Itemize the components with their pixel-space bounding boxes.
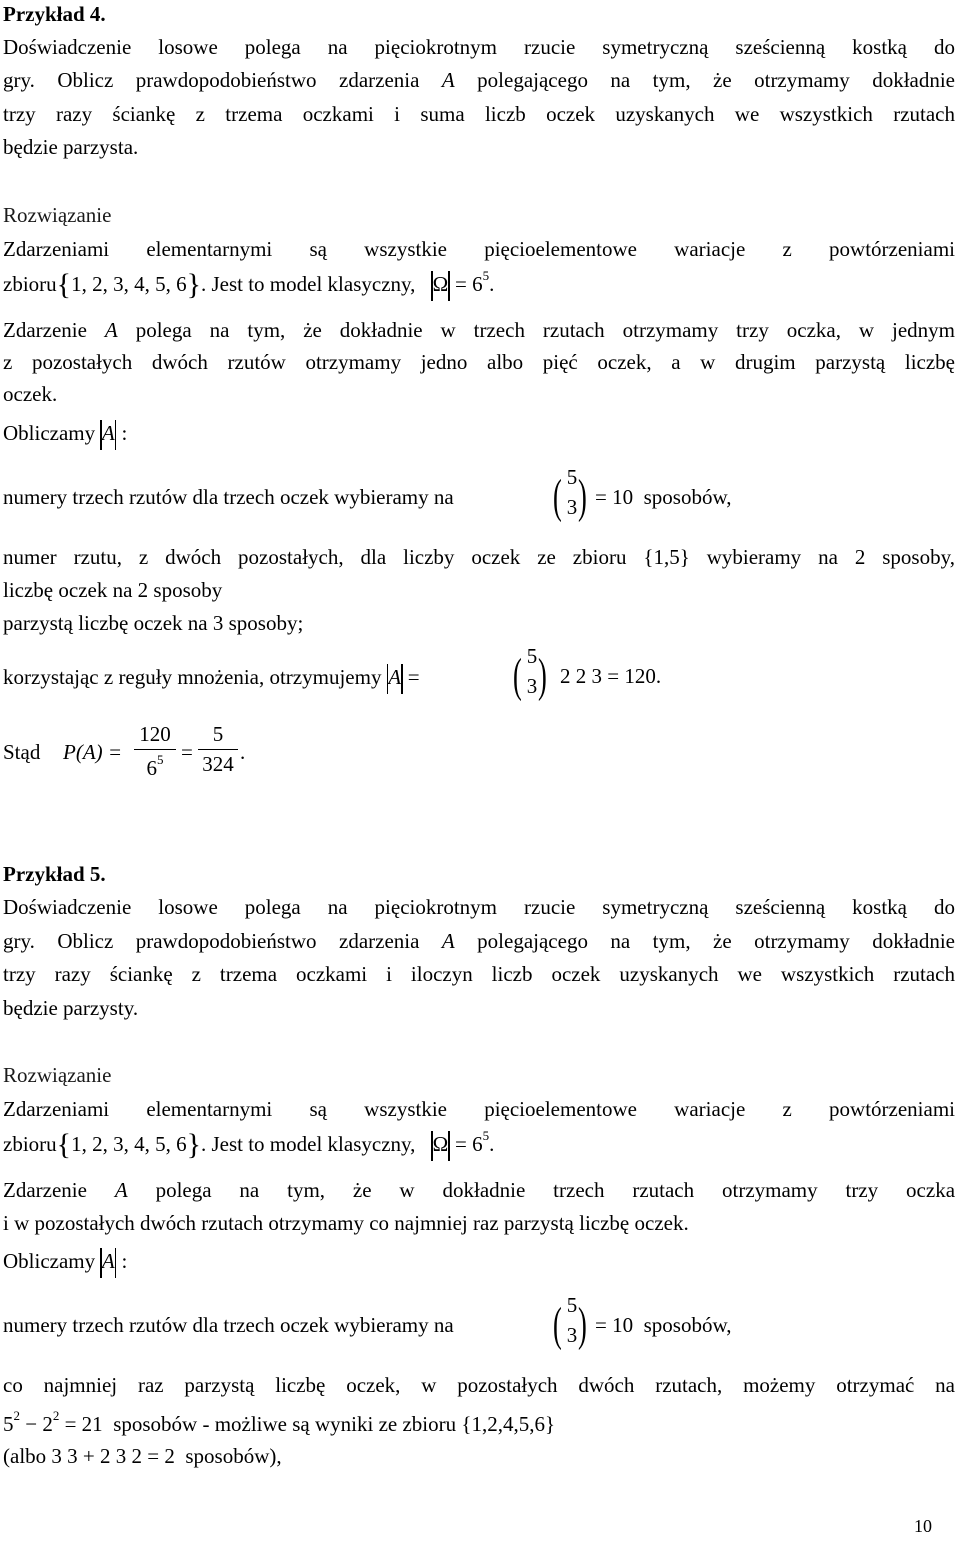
ex5-numery-text: numery trzech rzutów dla trzech oczek wybieramy na	[3, 1313, 454, 1337]
ex5-albo-line: (albo 3 3 + 2 3 2 = 2 sposobów),	[3, 1444, 282, 1468]
ex4-binomial: ( 5 3 )	[553, 465, 587, 523]
ex4-task-line-2: gry. Oblicz prawdopodobieństwo zdarzenia A polegającego na tym, że otrzymamy dokładnie	[3, 68, 956, 92]
ex4-numer-line-3: parzystą liczbę oczek na 3 sposoby;	[3, 611, 304, 635]
ex4-product: 2 2 3 = 120.	[560, 664, 662, 688]
ex4-numer-line-1: numer rzutu, z dwóch pozostałych, dla liczby oczek ze zbioru {1,5} wybieramy na 2 sposoby,	[3, 545, 955, 569]
ex5-event-line-2: i w pozostałych dwóch rzutach otrzymamy co najmniej raz parzystą liczbę oczek.	[3, 1211, 689, 1235]
ex4-korzystajac: korzystając z reguły mnożenia, otrzymujemy A =	[3, 664, 420, 694]
ex4-numery-text: numery trzech rzutów dla trzech oczek wybieramy na	[3, 485, 454, 509]
ex5-calc-line: $5^2 - 2^2 = 21$ sposobów - możliwe są wyniki ze zbioru {1,2,4,5,6}	[3, 1408, 556, 1436]
example-5-title: Przykład 5.	[3, 862, 106, 886]
ex4-binomial-2: ( 5 3 )	[513, 644, 547, 702]
ex5-binomial-value: = 10 sposobów,	[595, 1313, 732, 1337]
ex5-solution-heading: Rozwiązanie	[3, 1063, 112, 1087]
example-4-title: Przykład 4.	[3, 2, 106, 26]
ex4-binomial-value: = 10 sposobów,	[595, 485, 732, 509]
ex4-obliczamy: Obliczamy A :	[3, 420, 127, 450]
ex4-fraction-2: 5 324	[198, 722, 238, 777]
ex4-p-of-a: P(A) =	[63, 740, 123, 764]
ex4-solution-line-1: Zdarzeniami elementarnymi są wszystkie pięcioelementowe wariacje z powtórzeniami	[3, 237, 955, 261]
ex5-solution-line-2: zbioru{1, 2, 3, 4, 5, 6}. Jest to model klasyczny, $\Omega = 6^5$.	[3, 1128, 495, 1161]
ex4-event-line-3: oczek.	[3, 382, 58, 406]
ex5-event-line-1: Zdarzenie A polega na tym, że w dokładnie trzech rzutach otrzymamy trzy oczka	[3, 1178, 956, 1202]
ex4-fraction-1: 120 $6^5$	[134, 722, 176, 781]
ex5-obliczamy: Obliczamy A :	[3, 1248, 127, 1278]
ex5-task-line-1: Doświadczenie losowe polega na pięciokrotnym rzucie symetryczną sześcienną kostką do	[3, 895, 955, 919]
ex4-solution-heading: Rozwiązanie	[3, 203, 112, 227]
ex4-solution-line-2: zbioru{1, 2, 3, 4, 5, 6}. Jest to model klasyczny, $\Omega = 6^5$.	[3, 268, 495, 301]
ex5-task-line-2: gry. Oblicz prawdopodobieństwo zdarzenia A polegającego na tym, że otrzymamy dokładnie	[3, 929, 956, 953]
ex5-solution-line-1: Zdarzeniami elementarnymi są wszystkie pięcioelementowe wariacje z powtórzeniami	[3, 1097, 955, 1121]
ex4-stad: Stąd	[3, 740, 41, 764]
ex5-binomial: ( 5 3 )	[553, 1293, 587, 1351]
ex4-task-line-1: Doświadczenie losowe polega na pięciokrotnym rzucie symetryczną sześcienną kostką do	[3, 35, 955, 59]
ex4-final-period: .	[240, 740, 246, 764]
ex4-numer-line-2: liczbę oczek na 2 sposoby	[3, 578, 223, 602]
ex4-event-line-2: z pozostałych dwóch rzutów otrzymamy jedno albo pięć oczek, a w drugim parzystą liczbę	[3, 350, 955, 374]
page-number: 10	[914, 1516, 932, 1536]
ex5-task-line-3: trzy razy ściankę z trzema oczkami i iloczyn liczb oczek uzyskanych we wszystkich rzutach	[3, 962, 955, 986]
ex5-co-line: co najmniej raz parzystą liczbę oczek, w pozostałych dwóch rzutach, możemy otrzymać na	[3, 1373, 955, 1397]
ex4-frac-eq: =	[181, 740, 193, 764]
ex4-task-line-3: trzy razy ściankę z trzema oczkami i suma liczb oczek uzyskanych we wszystkich rzutach	[3, 102, 955, 126]
ex4-event-line-1: Zdarzenie A polega na tym, że dokładnie w trzech rzutach otrzymamy trzy oczka, w jednym	[3, 318, 956, 342]
ex4-task-line-4: będzie parzysta.	[3, 135, 139, 159]
ex5-task-line-4: będzie parzysty.	[3, 996, 139, 1020]
